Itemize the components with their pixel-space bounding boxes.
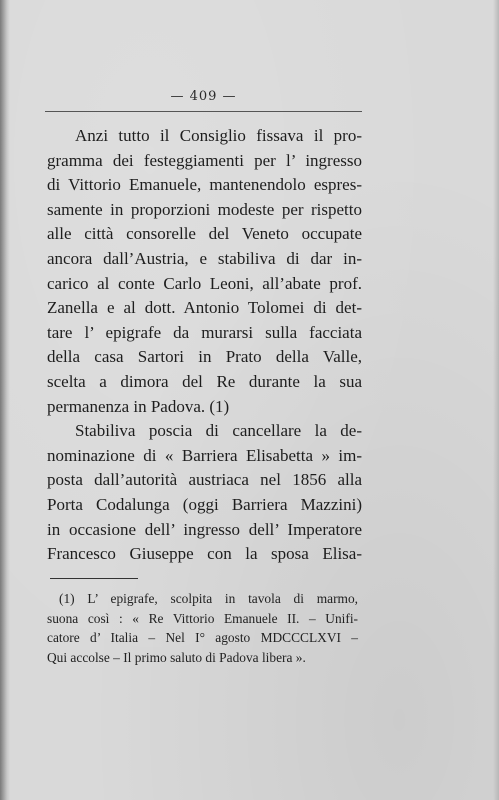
spine-shadow [0,0,10,800]
footnote [47,589,358,667]
page-number: — 409 — [170,89,237,104]
text-line: in occasione dell’ ingresso dell’ Imperatore [47,519,362,539]
text-line: carico al conte Carlo Leoni, all’abate prof. [47,273,362,293]
footnote-rule [50,578,138,579]
text-line: permanenza in Padova. (1) [47,396,230,416]
footnote-line: (1) L’ epigrafe, scolpita in tavola di marmo, [59,591,358,606]
body-text [47,124,362,567]
text-line: posta dall’autorità austriaca nel 1856 alla [47,470,362,490]
text-line: Porta Codalunga (oggi Barriera Mazzini) [47,494,362,514]
text-line: scelta a dimora del Re durante la sua [47,371,362,391]
footnote-line: suona così : « Re Vittorio Emanuele II. – Unifi- [47,610,358,626]
text-line: Francesco Giuseppe con la sposa Elisa- [47,544,362,564]
footnote-line: catore d’ Italia – Nel I° agosto MDCCCLXVI – [47,630,358,645]
text-line: alle città consorelle del Veneto occupate [47,224,362,244]
text-line: tare l’ epigrafe da murarsi sulla facciata [47,322,362,342]
text-line: Stabiliva poscia di cancellare la de- [75,421,362,441]
text-line: Anzi tutto il Consiglio fissava il pro- [75,126,362,145]
text-line: della casa Sartori in Prato della Valle, [47,347,362,367]
text-line: Zanella e al dott. Antonio Tolomei di det- [47,298,362,318]
text-line: nominazione di « Barriera Elisabetta » im- [47,445,362,465]
text-line: di Vittorio Emanuele, mantenendolo espres- [47,175,362,195]
text-line: samente in proporzioni modeste per rispetto [47,199,362,219]
header-rule [45,111,362,112]
text-line: gramma dei festeggiamenti per l’ ingresso [47,150,362,170]
footnote-line: Qui accolse – Il primo saluto di Padova libera ». [47,649,306,665]
page-edge [493,0,499,800]
text-line: ancora dall’Austria, e stabiliva di dar in- [47,248,362,268]
